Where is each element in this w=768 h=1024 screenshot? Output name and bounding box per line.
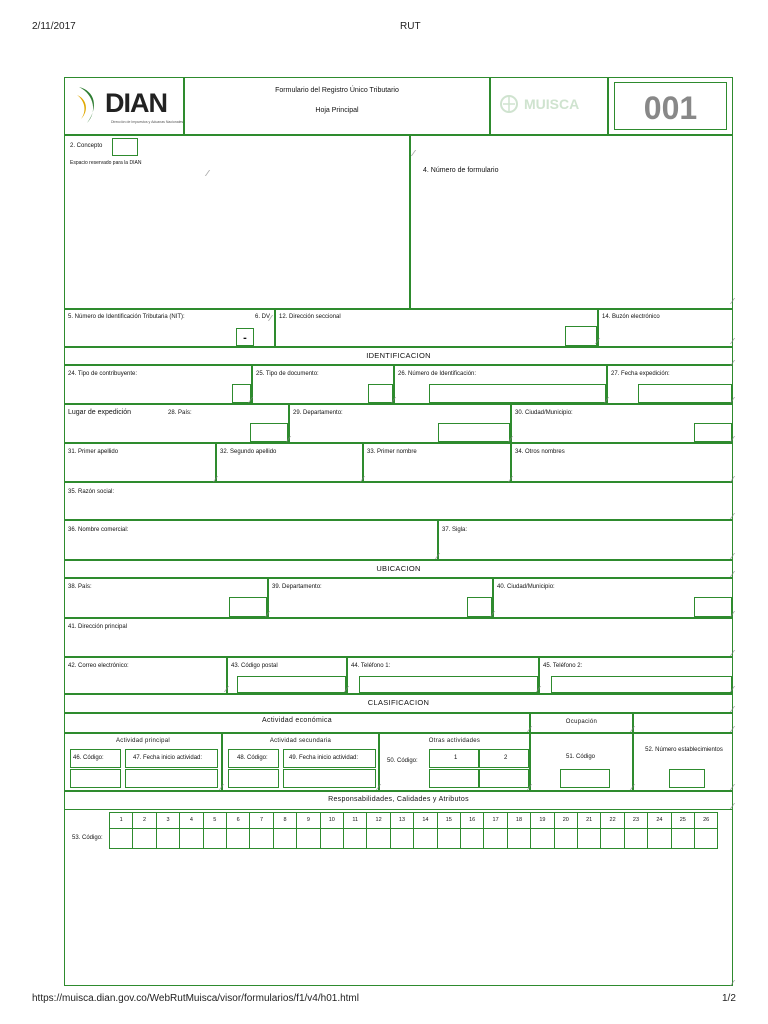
f27-input[interactable] [638,384,732,403]
clasificacion-header [64,694,733,713]
grid-header-2: 2 [132,812,156,829]
grid-header-11: 11 [343,812,367,829]
print-page: 1/2 [722,993,736,1004]
f42-cell [64,657,227,694]
actividad-title: Actividad económica [262,717,332,724]
f5-cell [64,309,275,347]
f33-cell [363,443,511,482]
f41-label: 41. Dirección principal [68,624,128,630]
f44-cell [347,657,539,694]
f53-label: 53. Código: [72,835,103,841]
f53-code-input-6[interactable] [226,828,250,849]
f39-label: 39. Departamento: [272,584,322,590]
f35-cell [64,482,733,520]
f26-label: 26. Número de Identificación: [398,371,477,377]
f52-label: 52. Número establecimientos [645,747,723,753]
f38-cell [64,578,268,618]
f27-label: 27. Fecha expedición: [611,371,670,377]
f41-cell [64,618,733,657]
muisca-cell [490,77,608,135]
grid-header-10: 10 [320,812,344,829]
f25-label: 25. Tipo de documento: [256,371,319,377]
clasificacion-title: CLASIFICACION [367,698,430,707]
f37-label: 37. Sigla: [442,527,468,533]
grid-header-23: 23 [624,812,648,829]
f45-label: 45. Teléfono 2: [543,663,583,669]
grid-header-20: 20 [554,812,578,829]
f47-label: 47. Fecha inicio actividad: [133,755,203,761]
grid-header-21: 21 [577,812,601,829]
f49-input[interactable] [283,769,376,788]
grid-header-14: 14 [413,812,437,829]
otras-2-num: 2 [504,755,508,761]
form-number-box [614,82,727,130]
responsabilidades-title: Responsabilidades, Calidades y Atributos [328,796,469,803]
identificacion-header [64,347,733,365]
responsabilidades-header [64,791,733,810]
grid-header-4: 4 [179,812,203,829]
f5-label: 5. Número de Identificación Tributaria (NIT): [68,314,185,320]
dian-logo-subtitle: Dirección de Impuestos y Aduanas Nacionales [111,120,184,124]
f12-cell [275,309,598,347]
f45-cell [539,657,733,694]
grid-header-12: 12 [366,812,390,829]
otras-2-header [479,749,529,768]
f12-label: 12. Dirección seccional [279,314,341,320]
dian-reserved-cell [64,135,410,309]
f29-label: 29. Departamento: [293,410,343,416]
f26-input[interactable] [429,384,606,403]
f53-code-input-11[interactable] [343,828,367,849]
f52-cell [633,733,733,791]
f47-input[interactable] [125,769,218,788]
grid-header-17: 17 [483,812,507,829]
f51-input[interactable] [560,769,610,788]
f48-label-box [228,749,279,768]
f43-input[interactable] [237,676,346,693]
f49-label: 49. Fecha inicio actividad: [289,755,359,761]
f37-cell [438,520,733,560]
otras-1-header [429,749,479,768]
f49-label-box [283,749,376,768]
form-subtitle: Hoja Principal [315,107,359,114]
f53-code-input-21[interactable] [577,828,601,849]
dv-dash: - [243,332,247,344]
grid-header-5: 5 [203,812,227,829]
f39-cell [268,578,493,618]
otras-cell [379,733,530,791]
print-title: RUT [400,21,421,32]
f32-cell [216,443,363,482]
grid-header-19: 19 [530,812,554,829]
f29-input[interactable] [438,423,510,442]
f53-code-input-9[interactable] [296,828,320,849]
f53-code-input-4[interactable] [179,828,203,849]
grid-header-6: 6 [226,812,250,829]
f28-label: 28. País: [168,410,192,416]
ubicacion-title: UBICACION [376,564,421,573]
f53-code-input-1[interactable] [109,828,133,849]
f53-code-input-5[interactable] [203,828,227,849]
f31-label: 31. Primer apellido [68,449,119,455]
f43-cell [227,657,347,694]
f34-label: 34. Otros nombres [515,449,565,455]
grid-header-9: 9 [296,812,320,829]
f46-input[interactable] [70,769,121,788]
f53-code-input-2[interactable] [132,828,156,849]
title-cell [184,77,490,135]
form-number-cell [608,77,733,135]
muisca-logo-text: MUISCA [524,96,580,112]
f48-label: 48. Código: [237,755,268,761]
grid-header-26: 26 [694,812,718,829]
f50-label: 50. Código: [387,758,418,764]
grid-header-16: 16 [460,812,484,829]
ubicacion-header [64,560,733,578]
grid-header-8: 8 [273,812,297,829]
grid-header-3: 3 [156,812,180,829]
f53-code-input-20[interactable] [554,828,578,849]
f53-code-input-14[interactable] [413,828,437,849]
f2-concepto-input[interactable] [112,138,138,156]
f53-code-input-22[interactable] [600,828,624,849]
print-url: https://muisca.dian.gov.co/WebRutMuisca/visor/formularios/f1/v4/h01.html [32,993,359,1004]
f14-label: 14. Buzón electrónico [602,314,660,320]
f26-cell [394,365,607,404]
f50-2-input[interactable] [479,769,529,788]
f53-code-input-15[interactable] [437,828,461,849]
f24-cell [64,365,252,404]
act-principal-cell [64,733,222,791]
f53-code-input-25[interactable] [671,828,695,849]
f53-code-input-23[interactable] [624,828,648,849]
grid-header-18: 18 [507,812,531,829]
dian-logo-icon [73,85,103,125]
muisca-logo-icon [499,92,519,116]
lugar-label: Lugar de expedición [68,409,132,416]
f31-cell [64,443,216,482]
f53-code-input-3[interactable] [156,828,180,849]
f53-code-input-12[interactable] [366,828,390,849]
f48-input[interactable] [228,769,279,788]
logo-cell [64,77,184,135]
ocupacion-header [530,713,633,733]
f38-label: 38. País: [68,584,92,590]
f53-code-input-26[interactable] [694,828,718,849]
f35-label: 35. Razón social: [68,489,115,495]
form-number: 001 [643,90,698,126]
f53-code-input-17[interactable] [483,828,507,849]
f30-cell [511,404,733,443]
f53-code-input-19[interactable] [530,828,554,849]
f4-cell [410,135,733,309]
grid-header-15: 15 [437,812,461,829]
form-title: Formulario del Registro Único Tributario [275,87,399,94]
f4-label: 4. Número de formulario [423,167,499,174]
act-secundaria-cell [222,733,379,791]
otras-1-num: 1 [454,755,458,761]
reserved-label: Espacio reservado para la DIAN [70,160,142,166]
f45-input[interactable] [551,676,732,693]
ocupacion-title: Ocupación [565,719,598,725]
f44-input[interactable] [359,676,538,693]
f33-label: 33. Primer nombre [367,449,417,455]
f2-label: 2. Concepto [70,143,103,149]
lugar-cell [64,404,289,443]
f44-label: 44. Teléfono 1: [351,663,391,669]
grid-header-7: 7 [249,812,273,829]
f51-cell [530,733,633,791]
f53-code-input-16[interactable] [460,828,484,849]
dian-logo-text: DIAN [105,88,167,118]
f53-code-input-13[interactable] [390,828,414,849]
f53-code-input-7[interactable] [249,828,273,849]
f42-label: 42. Correo electrónico: [68,663,129,669]
f24-label: 24. Tipo de contribuyente: [68,371,138,377]
f53-code-input-24[interactable] [647,828,671,849]
f6-dv-input[interactable] [236,328,254,346]
f50-1-input[interactable] [429,769,479,788]
f32-label: 32. Segundo apellido [220,449,277,455]
f27-cell [607,365,733,404]
f43-label: 43. Código postal [231,663,278,669]
f53-code-input-18[interactable] [507,828,531,849]
f47-label-box [125,749,218,768]
f36-cell [64,520,438,560]
act-secundaria-title: Actividad secundaria [269,738,332,744]
grid-header-24: 24 [647,812,671,829]
f40-cell [493,578,733,618]
f53-code-input-10[interactable] [320,828,344,849]
grid-header-22: 22 [600,812,624,829]
otras-title: Otras actividades [428,738,481,744]
print-date: 2/11/2017 [32,21,76,32]
grid-header-13: 13 [390,812,414,829]
f40-label: 40. Ciudad/Municipio: [497,584,555,590]
grid-header-1: 1 [109,812,133,829]
blank-header [633,713,733,733]
f29-cell [289,404,511,443]
f52-input[interactable] [669,769,705,788]
f46-label: 46. Código: [73,755,104,761]
f51-label: 51. Código [566,754,596,760]
f53-code-input-8[interactable] [273,828,297,849]
f36-label: 36. Nombre comercial: [68,527,129,533]
actividad-header [64,713,530,733]
f30-label: 30. Ciudad/Municipio: [515,410,573,416]
f34-cell [511,443,733,482]
f25-cell [252,365,394,404]
f6-label: 6. DV [255,314,271,320]
f14-cell [598,309,733,347]
act-principal-title: Actividad principal [115,738,171,744]
identificacion-title: IDENTIFICACION [366,351,431,360]
f46-label-box [70,749,121,768]
grid-header-25: 25 [671,812,695,829]
